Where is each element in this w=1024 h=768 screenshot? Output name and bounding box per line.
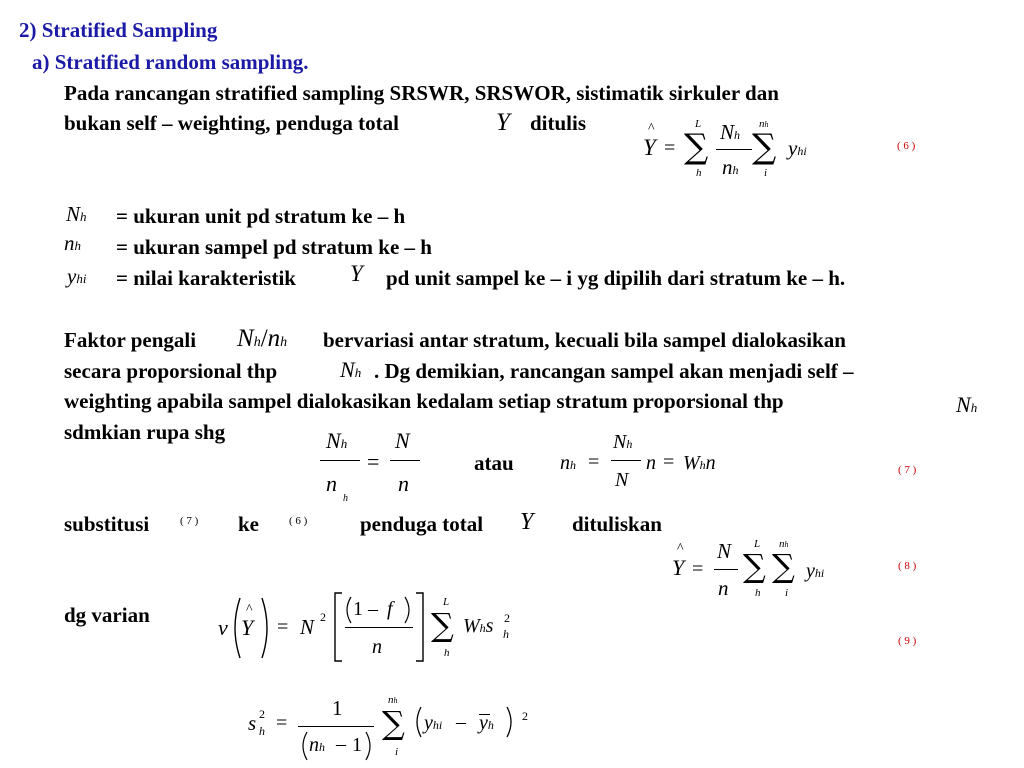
substitution-text-b: ke xyxy=(238,512,259,536)
substitution-ref-7: ( 7 ) xyxy=(180,515,199,527)
definition-y-hi-b: pd unit sampel ke – i yg dipilih dari stratum ke – h. xyxy=(386,266,846,290)
symbol-N-h-inline: Nh xyxy=(340,357,362,382)
paragraph-line-3: weighting apabila sampel dialokasikan kedalam setiap stratum proporsional thp xyxy=(64,389,784,413)
variance-label: dg varian xyxy=(64,603,150,627)
paragraph-line-2a: secara proporsional thp xyxy=(64,359,278,383)
symbol-n-h: nh xyxy=(64,231,81,255)
intro-line-1: Pada rancangan stratified sampling SRSWR, SRSWOR, sistimatik sirkuler dan xyxy=(64,81,779,105)
equation-number-9: ( 9 ) xyxy=(898,635,917,647)
definition-N-h: = ukuran unit pd stratum ke – h xyxy=(116,204,406,228)
substitution-text-c: penduga total xyxy=(360,512,484,536)
symbol-Y-characteristic: Y xyxy=(350,261,363,286)
intro-line-2a: bukan self – weighting, penduga total xyxy=(64,111,399,135)
symbol-N-h-end: Nh xyxy=(956,392,978,417)
symbol-Y-sub: Y xyxy=(520,509,534,535)
section-heading: 2) Stratified Sampling xyxy=(19,18,218,42)
substitution-text-d: dituliskan xyxy=(572,512,662,536)
equation-number-6: ( 6 ) xyxy=(897,140,916,152)
equation-number-8: ( 8 ) xyxy=(898,560,917,572)
paragraph-line-1a: Faktor pengali xyxy=(64,328,197,352)
substitution-text-a: substitusi xyxy=(64,512,150,536)
paragraph-line-2b: . Dg demikian, rancangan sampel akan menjadi self – xyxy=(374,359,854,383)
definition-n-h: = ukuran sampel pd stratum ke – h xyxy=(116,235,432,259)
symbol-N-h: Nh xyxy=(66,202,87,226)
symbol-Y-total: Y xyxy=(496,109,510,136)
definition-y-hi-a: = nilai karakteristik xyxy=(116,266,296,290)
subsection-heading: a) Stratified random sampling. xyxy=(32,50,309,74)
substitution-ref-6: ( 6 ) xyxy=(289,515,308,527)
atau-label: atau xyxy=(474,451,514,475)
paragraph-line-4: sdmkian rupa shg xyxy=(64,420,226,444)
paragraph-line-1b: bervariasi antar stratum, kecuali bila sampel dialokasikan xyxy=(323,328,846,352)
symbol-y-hi: yhi xyxy=(67,264,87,288)
equation-number-7: ( 7 ) xyxy=(898,464,917,476)
intro-line-2b: ditulis xyxy=(530,111,587,135)
ratio-N-h-over-n-h: Nh/nh xyxy=(237,325,288,352)
